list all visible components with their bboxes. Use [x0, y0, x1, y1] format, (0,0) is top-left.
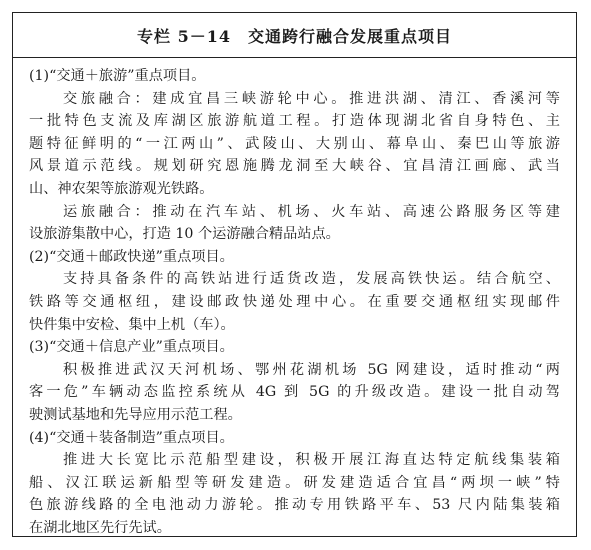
text-line: 在湖北地区先行先试。: [29, 519, 171, 536]
text-line: 设旅游集散中心，打造 10 个运游融合精品站点。: [29, 226, 340, 243]
column-title: 专栏 5－14 交通跨行融合发展重点项目: [13, 13, 576, 58]
text-line: (3)“交通＋信息产业”重点项目。: [29, 339, 234, 356]
text-line: 积极推进武汉天河机场、鄂州花湖机场 5G 网建设，适时推动“两: [63, 361, 560, 378]
text-line: 题特征鲜明的“一江两山”、武陵山、大别山、幕阜山、秦巴山等旅游: [29, 135, 560, 152]
text-line: 风景道示范线。规划研究恩施腾龙洞至大峡谷、宜昌清江画廊、武当: [29, 158, 560, 175]
text-line: 推进大长宽比示范船型建设，积极开展江海直达特定航线集装箱: [63, 452, 560, 469]
text-line: 支持具备条件的高铁站进行适货改造，发展高铁快运。结合航空、: [63, 271, 560, 288]
text-line: (2)“交通＋邮政快递”重点项目。: [29, 248, 234, 265]
text-line: 铁路等交通枢纽，建设邮政快递处理中心。在重要交通枢纽实现邮件: [29, 293, 560, 310]
text-line: 驶测试基地和先导应用示范工程。: [29, 406, 242, 423]
text-line: (4)“交通＋装备制造”重点项目。: [29, 429, 234, 446]
text-line: 运旅融合：推动在汽车站、机场、火车站、高速公路服务区等建: [63, 203, 560, 220]
text-line: 客一危”车辆动态监控系统从 4G 到 5G 的升级改造。建设一批自动驾: [29, 384, 560, 401]
text-line: 一批特色支流及库湖区旅游航道工程。打造体现湖北省自身特色、主: [29, 113, 560, 130]
text-line: 快件集中安检、集中上机（车）。: [29, 316, 235, 333]
text-line: 船、汉江联运新船型等研发建造。研发建造适合宜昌“两坝一峡”特: [29, 474, 560, 491]
text-line: 色旅游线路的全电池动力游轮。推动专用铁路平车、53 尺内陆集装箱: [29, 497, 560, 514]
text-line: 山、神农架等旅游观光铁路。: [29, 180, 214, 197]
project-column-box: [12, 12, 577, 537]
column-content: [13, 58, 576, 539]
text-line: (1)“交通＋旅游”重点项目。: [29, 68, 206, 84]
text-line: 交旅融合：建成宜昌三峡游轮中心。推进洪湖、清江、香溪河等: [63, 90, 560, 107]
